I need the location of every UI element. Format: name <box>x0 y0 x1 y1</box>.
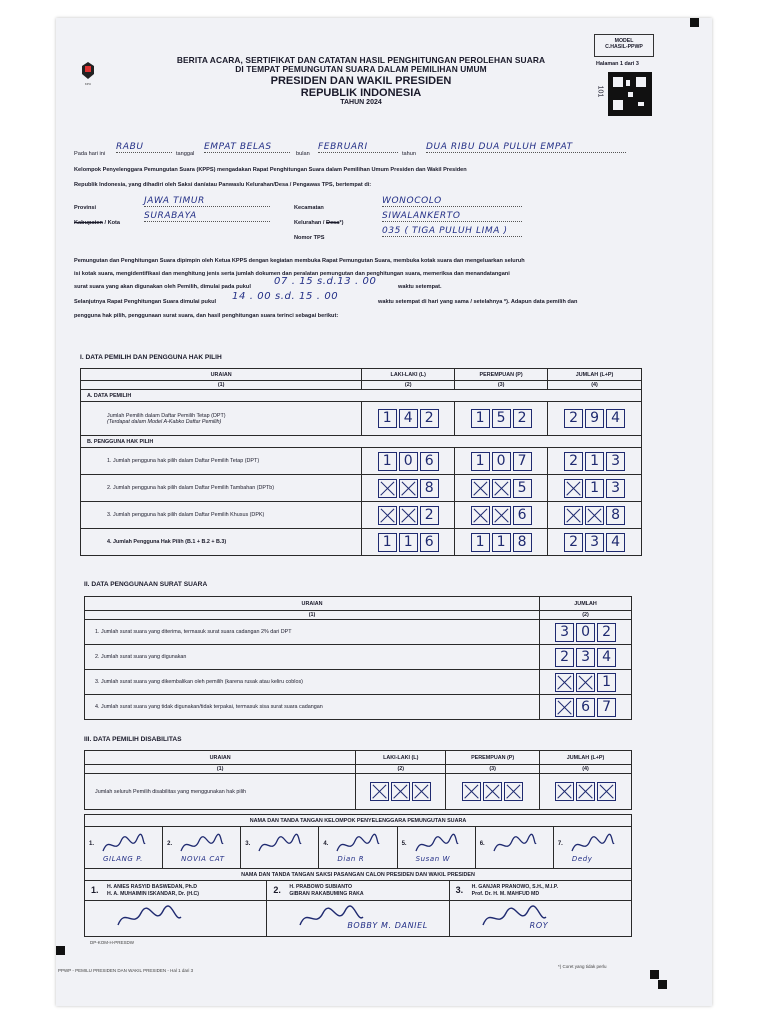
col-num: (1) <box>85 611 540 620</box>
form-header <box>126 56 596 107</box>
row-lk <box>362 529 455 556</box>
sub-pengguna-hak-pilih: B. PENGGUNA HAK PILIH <box>81 436 642 448</box>
saksi-signature-title: NAMA DAN TANDA TANGAN SAKSI PASANGAN CALON PRESIDEN DAN WAKIL PRESIDEN <box>85 869 632 881</box>
table-row <box>81 448 642 475</box>
row-dpt-pr <box>455 402 548 436</box>
tps-value: 035 ( TIGA PULUH LIMA ) <box>382 226 522 237</box>
digit-box: 3 <box>555 623 574 642</box>
kpps-signature-cell: 6. <box>475 827 553 869</box>
header-line-3: PRESIDEN DAN WAKIL PRESIDEN <box>270 74 452 87</box>
col-num: (3) <box>446 765 540 774</box>
col-jumlah: JUMLAH (L+P) <box>548 369 642 381</box>
digit-box: 7 <box>513 452 532 471</box>
paragraph-line-4-suffix: waktu setempat di hari yang sama / setelahnya *). Adapun data pemilih dan <box>378 299 578 305</box>
row-jml <box>548 475 642 502</box>
bulan-label: bulan <box>296 151 310 157</box>
signature-icon <box>101 833 147 857</box>
row-label: 1. Jumlah surat suara yang diterima, termasuk surat suara cadangan 2% dari DPT <box>85 620 540 645</box>
col-num: (1) <box>85 765 356 774</box>
penghitungan-time: 14 . 00 s.d. 15 . 00 <box>232 291 339 302</box>
col-num: (2) <box>356 765 446 774</box>
section-2-title: II. DATA PENGGUNAAN SURAT SUARA <box>84 581 208 588</box>
crossed-digit-box <box>564 479 583 498</box>
sub-data-pemilih: A. DATA PEMILIH <box>81 390 642 402</box>
crossed-digit-box <box>555 673 574 692</box>
header-line-2: DI TEMPAT PEMUNGUTAN SUARA DALAM PEMILIHAN UMUM <box>235 64 487 75</box>
crossed-digit-box <box>555 782 574 801</box>
col-uraian: URAIAN <box>85 751 356 765</box>
row-pr <box>455 475 548 502</box>
row-pr <box>455 448 548 475</box>
digit-box: 8 <box>420 479 439 498</box>
section-1-title: I. DATA PEMILIH DAN PENGGUNA HAK PILIH <box>80 354 222 361</box>
kpps-signature-cell: 4. Dian R <box>319 827 397 869</box>
crossed-digit-box <box>576 673 595 692</box>
digit-box: 2 <box>555 648 574 667</box>
col-uraian: URAIAN <box>85 597 540 611</box>
model-code: C.HASIL-PPWP <box>605 43 643 50</box>
tahun-value: DUA RIBU DUA PULUH EMPAT <box>426 142 626 153</box>
digit-box: 3 <box>606 479 625 498</box>
signature-icon <box>335 833 381 857</box>
digit-box: 6 <box>513 506 532 525</box>
intro-line-1: Kelompok Penyelenggara Pemungutan Suara (KPPS) mengadakan Rapat Penghitungan Suara dalam Pemilihan Umum Presiden dan Wakil Presiden <box>74 167 467 173</box>
header-line-4: REPUBLIK INDONESIA <box>300 87 422 100</box>
crossed-digit-box <box>471 506 490 525</box>
provinsi-value: JAWA TIMUR <box>144 196 270 207</box>
digit-box: 1 <box>378 533 397 552</box>
page-indicator: Halaman 1 dari 3 <box>596 61 639 67</box>
tahun-label: tahun <box>402 151 416 157</box>
signature-icon <box>492 833 538 857</box>
digit-box: 1 <box>585 452 604 471</box>
digit-box: 2 <box>513 409 532 428</box>
corner-marker <box>658 980 667 989</box>
section-2-table <box>84 596 632 720</box>
kpu-logo-icon <box>82 62 94 86</box>
paragraph-line-3: surat suara yang akan digunakan oleh Pemilih, dimulai pada pukul <box>74 284 251 290</box>
digit-box: 4 <box>399 409 418 428</box>
row-label: 3. Jumlah pengguna hak pilih dalam Daftar Pemilih Khusus (DPK) <box>81 502 362 529</box>
pemungutan-time: 07 . 15 s.d.13 . 00 <box>274 276 377 287</box>
tanggal-value: EMPAT BELAS <box>204 142 290 153</box>
hari-value: RABU <box>116 142 172 153</box>
digit-box: 1 <box>492 533 511 552</box>
pada-hari-label: Pada hari ini <box>74 151 106 157</box>
crossed-digit-box <box>412 782 431 801</box>
digit-box: 3 <box>606 452 625 471</box>
row-pr <box>455 529 548 556</box>
digit-box: 5 <box>513 479 532 498</box>
qr-code-icon <box>608 72 652 116</box>
row-label: 3. Jumlah surat suara yang dikembalikan oleh pemilih (karena rusak atau keliru coblos) <box>85 670 540 695</box>
crossed-digit-box <box>399 479 418 498</box>
header-line-5: TAHUN 2024 <box>340 99 382 107</box>
digit-box: 2 <box>420 409 439 428</box>
signature-icon <box>414 833 460 857</box>
row-label: 4. Jumlah Pengguna Hak Pilih (B.1 + B.2 + B.3) <box>81 529 362 556</box>
row-jml <box>540 670 632 695</box>
table-row <box>85 645 632 670</box>
footer-left: PPWP - PEMILU PRESIDEN DAN WAKIL PRESIDEN - Hal 1 dari 3 <box>58 968 194 973</box>
kpps-signature-title: NAMA DAN TANDA TANGAN KELOMPOK PENYELENGGARA PEMUNGUTAN SUARA <box>85 815 632 827</box>
corner-marker <box>650 970 659 979</box>
col-jumlah: JUMLAH <box>540 597 632 611</box>
digit-box: 2 <box>597 623 616 642</box>
corner-marker <box>56 946 65 955</box>
digit-box: 2 <box>420 506 439 525</box>
kpps-signature-cell: 7. Dedy <box>553 827 631 869</box>
kabkota-value: SURABAYA <box>144 211 270 222</box>
intro-line-2: Republik Indonesia, yang dihadiri oleh Saksi dan/atau Panwaslu Kelurahan/Desa / Pengawas TPS, bertempat di: <box>74 182 372 188</box>
digit-box: 2 <box>564 409 583 428</box>
crossed-digit-box <box>504 782 523 801</box>
digit-box: 1 <box>471 452 490 471</box>
row-jml <box>540 695 632 720</box>
row-dpt-label: Jumlah Pemilih dalam Daftar Pemilih Tetap (DPT) (Terdapat dalam Model A-Kabko Daftar Pemilih) <box>81 402 362 436</box>
paragraph-line-3-suffix: waktu setempat. <box>398 284 442 290</box>
row-label: 4. Jumlah surat suara yang tidak digunakan/tidak terpakai, termasuk sisa surat suara cadangan <box>85 695 540 720</box>
kpps-signature-cell: 3. <box>241 827 319 869</box>
row-dpt-jml <box>548 402 642 436</box>
crossed-digit-box <box>555 698 574 717</box>
digit-box: 0 <box>399 452 418 471</box>
saksi-signature-cell: ROY <box>449 901 631 937</box>
col-num: (1) <box>81 381 362 390</box>
form-paper <box>56 18 712 1006</box>
saksi-signature-table <box>84 880 632 937</box>
crossed-digit-box <box>378 506 397 525</box>
digit-box: 5 <box>492 409 511 428</box>
corner-marker <box>690 18 699 27</box>
digit-box: 8 <box>606 506 625 525</box>
crossed-digit-box <box>576 782 595 801</box>
kecamatan-value: WONOCOLO <box>382 196 522 207</box>
crossed-digit-box <box>399 506 418 525</box>
digit-box: 1 <box>471 533 490 552</box>
row-jml <box>548 448 642 475</box>
crossed-digit-box <box>370 782 389 801</box>
disabilitas-lk <box>356 774 446 810</box>
digit-box: 1 <box>471 409 490 428</box>
col-num: (2) <box>362 381 455 390</box>
disabilitas-pr <box>446 774 540 810</box>
table-row <box>85 695 632 720</box>
row-jml <box>540 620 632 645</box>
kelurahan-label: Kelurahan / Desa*) <box>294 220 344 226</box>
crossed-digit-box <box>378 479 397 498</box>
paragraph-line-4: Selanjutnya Rapat Penghitungan Suara dimulai pukul <box>74 299 217 305</box>
col-laki: LAKI-LAKI (L) <box>356 751 446 765</box>
bulan-value: FEBRUARI <box>318 142 398 153</box>
crossed-digit-box <box>597 782 616 801</box>
digit-box: 3 <box>576 648 595 667</box>
qr-number: 101 <box>596 85 604 98</box>
section-1-table <box>80 368 642 556</box>
paragraph-line-2: isi kotak suara, mengidentifikasi dan menghitung jenis serta jumlah dokumen dan peralatan pemungutan dan penghitungan suara, memeriksa dan menandatangani <box>74 271 510 277</box>
kabkota-label: Kabupaten / Kota <box>74 220 121 226</box>
digit-box: 1 <box>378 409 397 428</box>
digit-box: 0 <box>492 452 511 471</box>
disabilitas-label: Jumlah seluruh Pemilih disabilitas yang menggunakan hak pilih <box>85 774 356 810</box>
saksi-signature-cell: BOBBY M. DANIEL <box>267 901 449 937</box>
col-num: (4) <box>548 381 642 390</box>
kpps-signature-cell: 2. NOVIA CAT <box>163 827 241 869</box>
crossed-digit-box <box>462 782 481 801</box>
digit-box: 0 <box>576 623 595 642</box>
signature-icon <box>179 833 225 857</box>
crossed-digit-box <box>492 479 511 498</box>
kpps-signature-cell: 1. GILANG P. <box>85 827 163 869</box>
digit-box: 8 <box>513 533 532 552</box>
section-3-table <box>84 750 632 810</box>
crossed-digit-box <box>471 479 490 498</box>
row-lk <box>362 502 455 529</box>
disabilitas-jml <box>540 774 632 810</box>
model-box <box>594 34 654 57</box>
row-label: 2. Jumlah pengguna hak pilih dalam Daftar Pemilih Tambahan (DPTb) <box>81 475 362 502</box>
digit-box: 1 <box>597 673 616 692</box>
digit-box: 1 <box>378 452 397 471</box>
logo-label: KPU <box>84 82 92 86</box>
col-num: (3) <box>455 381 548 390</box>
col-laki: LAKI-LAKI (L) <box>362 369 455 381</box>
saksi-candidate-cell: 3. H. GANJAR PRANOWO, S.H., M.I.P. Prof. Dr. H. M. MAHFUD MD <box>449 881 631 901</box>
table-row <box>81 502 642 529</box>
row-jml <box>540 645 632 670</box>
model-label: MODEL <box>614 38 634 44</box>
row-lk <box>362 475 455 502</box>
saksi-signature-cell <box>85 901 267 937</box>
row-jml <box>548 529 642 556</box>
col-num: (4) <box>540 765 632 774</box>
tanggal-label: tanggal <box>176 151 195 157</box>
row-dpt-lk <box>362 402 455 436</box>
saksi-candidate-cell: 1. H. ANIES RASYID BASWEDAN, Ph.D H. A. MUHAIMIN ISKANDAR, Dr. (H.C) <box>85 881 267 901</box>
digit-box: 4 <box>606 409 625 428</box>
crossed-digit-box <box>564 506 583 525</box>
digit-box: 2 <box>564 452 583 471</box>
digit-box: 4 <box>606 533 625 552</box>
row-jml <box>548 502 642 529</box>
paragraph-line-1: Pemungutan dan Penghitungan Suara dipimpin oleh Ketua KPPS dengan kegiatan membuka Rapat Pemungutan Suara, membuka kotak suara dan mengeluarkan seluruh <box>74 258 525 264</box>
row-label: 1. Jumlah pengguna hak pilih dalam Daftar Pemilih Tetap (DPT) <box>81 448 362 475</box>
digit-box: 2 <box>564 533 583 552</box>
saksi-candidate-cell: 2. H. PRABOWO SUBIANTO GIBRAN RAKABUMING RAKA <box>267 881 449 901</box>
tps-label: Nomor TPS <box>294 235 325 241</box>
signature-icon <box>257 833 303 857</box>
kecamatan-label: Kecamatan <box>294 205 324 211</box>
digit-box: 9 <box>585 409 604 428</box>
table-row <box>85 670 632 695</box>
digit-box: 6 <box>576 698 595 717</box>
crossed-digit-box <box>483 782 502 801</box>
signature-icon <box>115 905 185 931</box>
col-num: (2) <box>540 611 632 620</box>
kelurahan-value: SIWALANKERTO <box>382 211 522 222</box>
crossed-digit-box <box>585 506 604 525</box>
digit-box: 3 <box>585 533 604 552</box>
paragraph-line-5: pengguna hak pilih, penggunaan surat suara, dan hasil penghitungan suara terinci sebagai berikut: <box>74 313 339 319</box>
row-lk <box>362 448 455 475</box>
provinsi-label: Provinsi <box>74 205 97 211</box>
row-pr <box>455 502 548 529</box>
digit-box: 1 <box>399 533 418 552</box>
section-3-title: III. DATA PEMILIH DISABILITAS <box>84 736 182 743</box>
col-jumlah: JUMLAH (L+P) <box>540 751 632 765</box>
table-row <box>81 529 642 556</box>
digit-box: 7 <box>597 698 616 717</box>
table-row <box>85 620 632 645</box>
col-perempuan: PEREMPUAN (P) <box>446 751 540 765</box>
footer-code: DP-KOM-H-PRESDW <box>90 940 134 945</box>
digit-box: 6 <box>420 533 439 552</box>
row-label: 2. Jumlah surat suara yang digunakan <box>85 645 540 670</box>
crossed-digit-box <box>492 506 511 525</box>
col-uraian: URAIAN <box>81 369 362 381</box>
digit-box: 1 <box>585 479 604 498</box>
footer-note: *) Coret yang tidak perlu <box>558 964 607 969</box>
kpps-signature-table <box>84 814 632 881</box>
signature-icon <box>570 833 616 857</box>
table-row <box>81 475 642 502</box>
col-perempuan: PEREMPUAN (P) <box>455 369 548 381</box>
header-line-1: BERITA ACARA, SERTIFIKAT DAN CATATAN HASIL PENGHITUNGAN PEROLEHAN SUARA <box>176 55 546 65</box>
digit-box: 6 <box>420 452 439 471</box>
crossed-digit-box <box>391 782 410 801</box>
digit-box: 4 <box>597 648 616 667</box>
kpps-signature-cell: 5. Susan W <box>397 827 475 869</box>
